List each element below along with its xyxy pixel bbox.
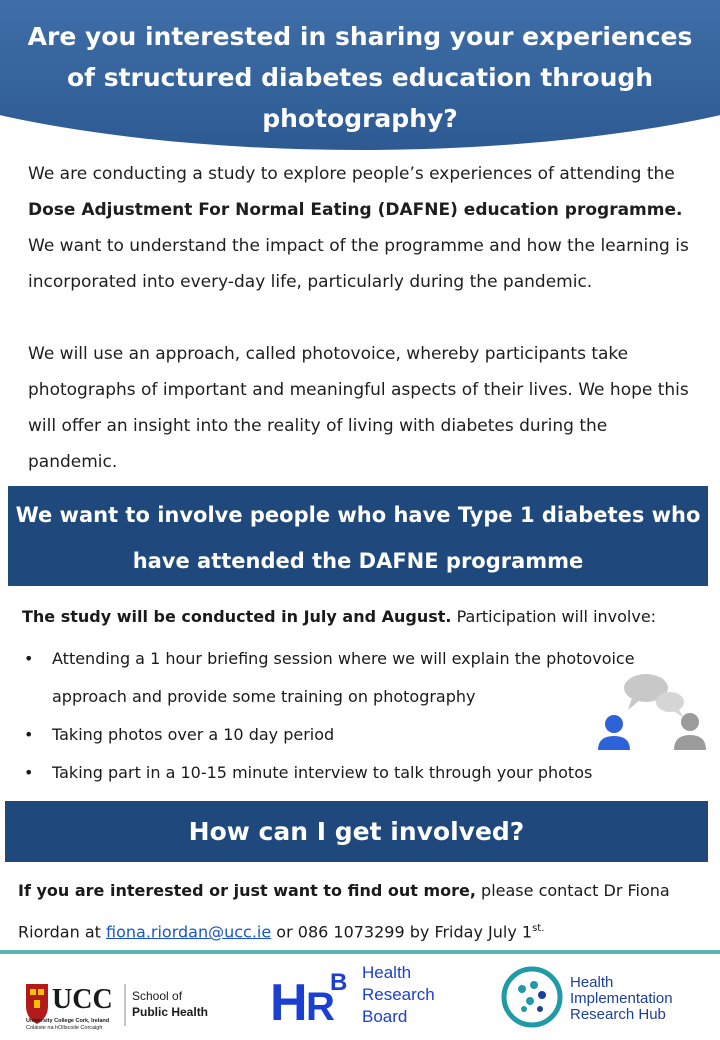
svg-text:School of: School of	[132, 989, 183, 1003]
hrb-logo	[270, 960, 460, 1030]
svg-text:Health: Health	[362, 963, 412, 982]
svg-text:H: H	[270, 974, 308, 1030]
svg-text:Board: Board	[362, 1007, 408, 1026]
study-intro	[22, 602, 702, 632]
eligibility-line-2: have attended the DAFNE programme	[132, 549, 584, 573]
svg-text:Public Health: Public Health	[132, 1005, 209, 1019]
svg-text:Research: Research	[362, 985, 435, 1004]
page-title: Are you interested in sharing your experiences of structured diabetes education through photography?	[27, 22, 693, 133]
svg-text:University College Cork, Irela: University College Cork, Ireland	[26, 1018, 110, 1024]
contact-paragraph: If you are interested or just want to find out more, please contact Dr Fiona Riordan at fiona.riordan@ucc.ie or 086 1073299 by Friday July $1^{st.}$	[18, 881, 670, 942]
hirh-circle-icon	[504, 969, 560, 1025]
programme-name: Dose Adjustment For Normal Eating (DAFNE) education programme.	[28, 200, 683, 220]
eligibility-banner	[8, 486, 708, 586]
participation-list	[22, 640, 682, 792]
study-dates: The study will be conducted in July and August.	[22, 607, 452, 626]
list-item: • Attending a 1 hour briefing session where we will explain the photovoice approach and provide some training on photography	[22, 640, 692, 716]
contact-lead: If you are interested or just want to find out more,	[18, 881, 476, 900]
list-item: • Taking photos over a 10 day period	[22, 716, 682, 754]
svg-text:Health: Health	[570, 974, 614, 991]
email-link[interactable]: fiona.riordan@ucc.ie	[106, 922, 272, 942]
eligibility-line-1: We want to involve people who have Type 1 diabetes who	[15, 503, 701, 527]
svg-text:R: R	[306, 985, 335, 1029]
intro-paragraph-2: We will use an approach, called photovoice, whereby participants take photographs of important and meaningful aspects of their lives. We hope this will offer an insight into the reality of living with diabetes during the pandemic.	[28, 344, 689, 472]
svg-text:B: B	[330, 969, 348, 996]
ucc-logo	[22, 980, 222, 1035]
bullet-icon: •	[24, 649, 34, 668]
bullet-icon: •	[24, 725, 34, 744]
intro-paragraph-1	[28, 156, 700, 300]
intro-text: We are conducting a study to explore people’s experiences of attending the	[28, 164, 675, 184]
intro-text-cont: We want to understand the impact of the programme and how the learning is incorporated into every-day life, particularly during the pandemic.	[28, 236, 689, 292]
get-involved-banner: How can I get involved?	[5, 801, 708, 862]
footer-divider	[0, 950, 720, 954]
svg-text:Implementation: Implementation	[570, 990, 673, 1007]
svg-text:Research Hub: Research Hub	[570, 1006, 666, 1023]
conversation-people-icon	[592, 672, 712, 754]
list-item: • Taking part in a 10-15 minute interview to talk through your photos	[22, 754, 682, 792]
bullet-icon: •	[24, 763, 34, 782]
svg-text:Coláiste na hOllscoile Corcaig: Coláiste na hOllscoile Corcaigh	[26, 1025, 103, 1031]
study-rest: Participation will involve:	[451, 607, 657, 626]
hirh-logo	[500, 965, 710, 1030]
ucc-wordmark: UCC	[52, 984, 113, 1015]
